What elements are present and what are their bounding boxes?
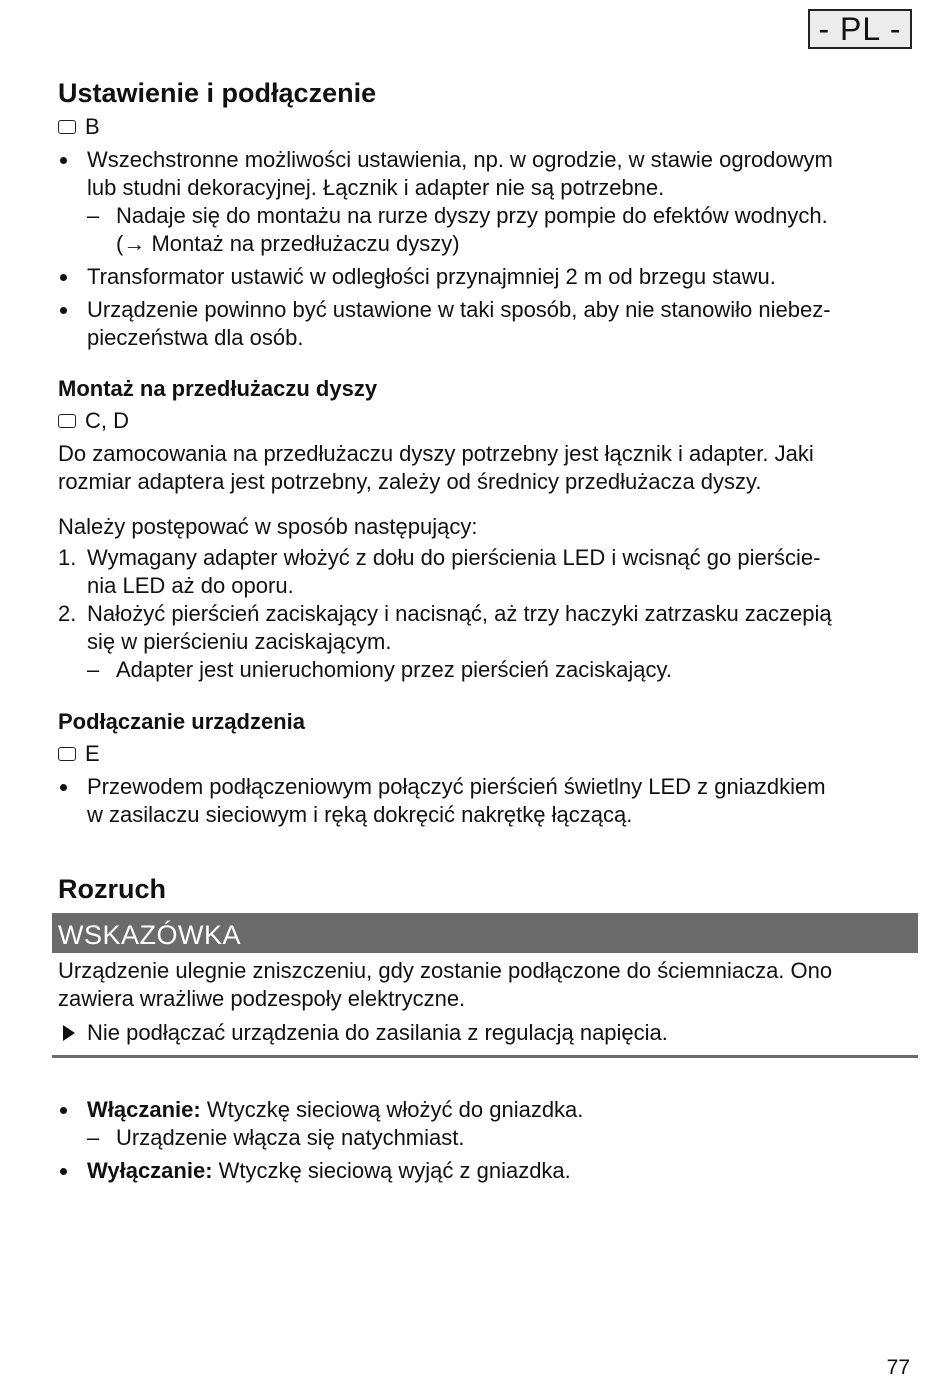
paragraph	[58, 440, 918, 496]
list-item-line	[87, 1096, 918, 1124]
list-item	[58, 773, 918, 829]
bullet-icon	[60, 784, 67, 791]
heading-startup: Rozruch	[58, 874, 166, 904]
dash-icon: –	[87, 203, 100, 228]
numbered-item-line: Nałożyć pierścień zaciskający i nacisnąć, aż trzy haczyki zatrzasku zaczepią	[87, 601, 832, 626]
list-item-line: Wszechstronne możliwości ustawienia, np. w ogrodzie, w stawie ogrodowym	[87, 147, 833, 172]
heading-mount: Montaż na przedłużaczu dyszy	[58, 376, 378, 401]
sub-list-item-line: Urządzenie włącza się natychmiast.	[116, 1125, 465, 1150]
notice-line: Urządzenie ulegnie zniszczeniu, gdy zostanie podłączone do ściemniacza. Ono	[58, 958, 833, 983]
sub-list-item	[87, 1124, 464, 1152]
triangle-right-icon	[63, 1025, 75, 1041]
notice-line: zawiera wrażliwe podzespoły elektryczne.	[58, 986, 466, 1011]
numbered-item	[58, 544, 918, 600]
numbered-item	[58, 600, 918, 656]
list-item-line: lub studni dekoracyjnej. Łącznik i adapter nie są potrzebne.	[87, 175, 665, 200]
bullet-icon	[60, 274, 67, 281]
paragraph-line: Do zamocowania na przedłużaczu dyszy potrzebny jest łącznik i adapter. Jaki	[58, 441, 814, 466]
sub-list-item-line: Nadaje się do montażu na rurze dyszy przy pompie do efektów wodnych.	[116, 203, 828, 228]
paragraph-intro: Należy postępować w sposób następujący:	[58, 514, 478, 539]
figure-ref-cd	[58, 407, 129, 435]
figure-ref-b	[58, 113, 100, 141]
sub-list-item	[87, 202, 828, 258]
list-item-line: pieczeństwa dla osób.	[87, 325, 304, 350]
heading-setup: Ustawienie i podłączenie	[58, 78, 377, 108]
bullet-icon	[60, 307, 67, 314]
bullet-icon	[60, 157, 67, 164]
numbered-item-line: nia LED aż do oporu.	[87, 573, 294, 598]
list-item-line	[87, 1157, 918, 1185]
notice-header: WSKAZÓWKA	[52, 913, 918, 953]
switch-on-text: Wtyczkę sieciową włożyć do gniazdka.	[200, 1097, 584, 1122]
figure-ref-label: B	[85, 114, 100, 139]
list-item	[58, 1157, 918, 1185]
cross-reference: (→ Montaż na przedłużaczu dyszy)	[116, 231, 460, 256]
notice-action	[58, 1019, 918, 1047]
notice-paragraph	[58, 957, 918, 1013]
bullet-icon	[60, 1168, 67, 1175]
step-number: 1.	[58, 545, 77, 570]
switch-off-text: Wtyczkę sieciową wyjąć z gniazdka.	[212, 1158, 571, 1183]
figure-ref-e	[58, 740, 100, 768]
switch-off-label: Wyłączanie:	[87, 1158, 213, 1183]
notice-divider	[52, 1055, 918, 1058]
figure-ref-label: E	[85, 741, 100, 766]
list-item	[58, 146, 918, 202]
step-number: 2.	[58, 601, 77, 626]
language-badge: - PL -	[808, 9, 912, 49]
sub-list-item-line: Adapter jest unieruchomiony przez pierścień zaciskający.	[116, 657, 672, 682]
list-item	[58, 1096, 918, 1124]
figure-ref-label: C, D	[85, 408, 129, 433]
paragraph-line: rozmiar adaptera jest potrzebny, zależy od średnicy przedłużacza dyszy.	[58, 469, 762, 494]
list-item-line: Urządzenie powinno być ustawione w taki sposób, aby nie stanowiło niebez-	[87, 297, 831, 322]
figure-icon	[58, 414, 76, 428]
bullet-icon	[60, 1107, 67, 1114]
figure-icon	[58, 747, 76, 761]
sub-list-item	[87, 656, 672, 684]
figure-icon	[58, 120, 76, 134]
heading-connect: Podłączanie urządzenia	[58, 709, 305, 734]
list-item-line: Transformator ustawić w odległości przynajmniej 2 m od brzegu stawu.	[87, 264, 776, 289]
list-item	[58, 263, 918, 291]
list-item-line: w zasilaczu sieciowym i ręką dokręcić nakrętkę łączącą.	[87, 802, 633, 827]
list-item	[58, 296, 918, 352]
numbered-item-line: Wymagany adapter włożyć z dołu do pierścienia LED i wcisnąć go pierście-	[87, 545, 821, 570]
dash-icon: –	[87, 657, 100, 682]
switch-on-label: Włączanie:	[87, 1097, 201, 1122]
list-item-line: Przewodem podłączeniowym połączyć pierścień świetlny LED z gniazdkiem	[87, 774, 826, 799]
dash-icon: –	[87, 1125, 100, 1150]
numbered-item-line: się w pierścieniu zaciskającym.	[87, 629, 392, 654]
notice-action-text: Nie podłączać urządzenia do zasilania z regulacją napięcia.	[87, 1020, 668, 1045]
page-number: 77	[886, 1356, 910, 1379]
